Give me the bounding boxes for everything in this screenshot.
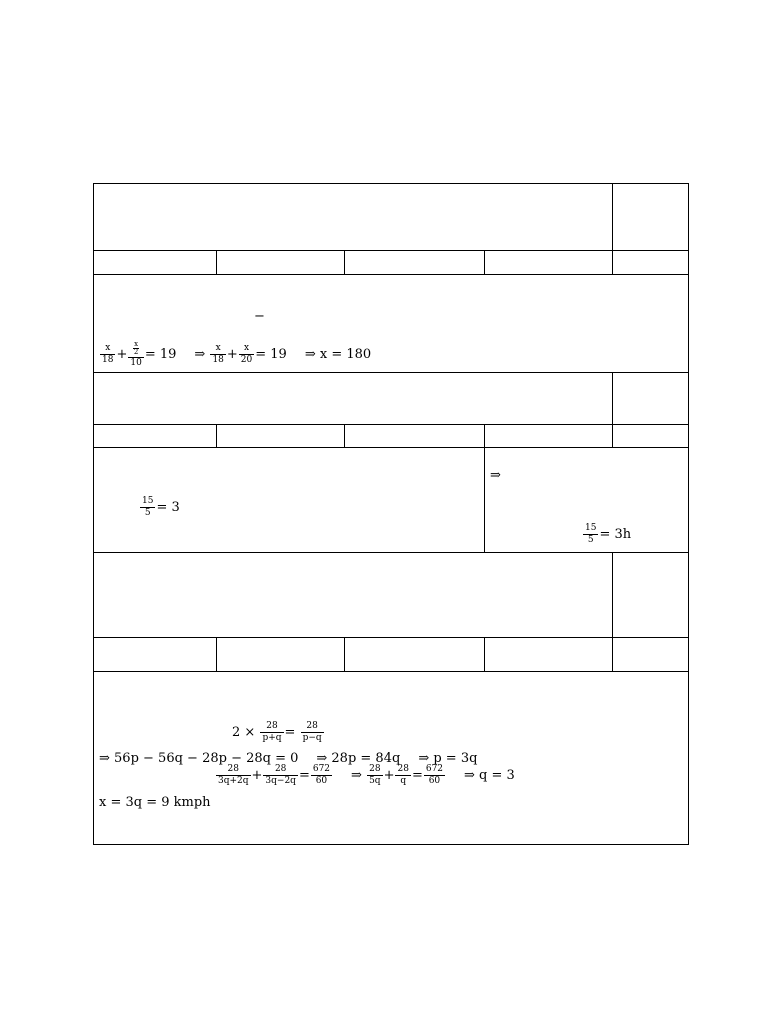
numerator: 28 — [367, 765, 383, 776]
two-times: 2 × — [232, 725, 256, 740]
numerator: 672 — [425, 764, 444, 774]
equals: = — [411, 768, 423, 783]
denominator: 20 — [240, 355, 253, 365]
plus-sign: + — [226, 347, 238, 362]
numerator: 28 — [397, 764, 409, 774]
col-divider — [612, 552, 613, 637]
equals: = — [284, 725, 296, 740]
fraction — [128, 341, 143, 368]
denominator: 2 — [133, 348, 139, 356]
col-divider — [612, 424, 613, 447]
fraction — [301, 722, 324, 743]
numerator: 28 — [260, 722, 283, 733]
equals: = — [298, 768, 310, 783]
q-result: ⇒ q = 3 — [464, 768, 515, 783]
col-divider — [484, 250, 485, 274]
col-divider — [484, 424, 485, 447]
equals-3h: = 3h — [599, 527, 632, 542]
denominator: 18 — [212, 355, 224, 365]
numerator: 15 — [142, 496, 154, 506]
col-divider — [344, 424, 345, 447]
fraction — [263, 765, 298, 786]
numerator: 15 — [585, 523, 597, 533]
fraction — [210, 344, 225, 365]
row-divider — [93, 372, 689, 373]
fraction — [100, 344, 115, 365]
col-divider — [612, 637, 613, 671]
numerator: 28 — [301, 722, 324, 733]
expansion: ⇒ 56p − 56q − 28p − 28q = 0 — [99, 751, 299, 766]
plus-sign: + — [116, 347, 128, 362]
row-divider — [93, 424, 689, 425]
fraction — [140, 497, 155, 518]
implies-arrow: ⇒ — [351, 768, 362, 783]
fraction — [216, 765, 251, 786]
table-border — [93, 183, 689, 845]
numerator: x — [100, 344, 115, 355]
numerator: 28 — [216, 765, 251, 776]
row-divider — [93, 274, 689, 275]
plus-sign: + — [251, 768, 263, 783]
solution-table — [93, 183, 689, 845]
denominator: 3q−2q — [265, 776, 296, 786]
numerator: 28 — [263, 765, 298, 776]
col-divider — [612, 183, 613, 250]
denominator: p−q — [302, 733, 322, 743]
p-result: ⇒ p = 3q — [418, 751, 478, 766]
simplify: ⇒ 28p = 84q — [316, 751, 401, 766]
q1-result: ⇒ x = 180 — [304, 347, 372, 362]
fraction — [583, 524, 598, 545]
q3-line4: x = 3q = 9 kmph — [99, 795, 211, 810]
numerator: x — [210, 344, 225, 355]
q3-line2 — [99, 752, 477, 765]
q2-left-eq — [139, 497, 180, 518]
q2-arrow: ⇒ — [490, 468, 501, 483]
col-divider — [484, 447, 485, 552]
fraction — [311, 765, 332, 786]
equals-19: = 19 — [255, 347, 287, 362]
numerator: x — [134, 340, 139, 348]
denominator: 5 — [587, 535, 594, 545]
col-divider — [344, 637, 345, 671]
fraction — [260, 722, 283, 743]
fraction — [367, 765, 383, 786]
numerator: x — [239, 344, 254, 355]
q1-dash: − — [254, 309, 265, 324]
fraction — [395, 765, 410, 786]
denominator: 5 — [144, 508, 151, 518]
col-divider — [612, 250, 613, 274]
col-divider — [216, 424, 217, 447]
denominator: 10 — [130, 358, 142, 368]
row-divider — [93, 671, 689, 672]
q3-line1 — [232, 722, 325, 743]
row-divider — [93, 552, 689, 553]
denominator: 60 — [428, 776, 441, 786]
fraction — [239, 344, 254, 365]
col-divider — [344, 250, 345, 274]
denominator: 3q+2q — [218, 776, 249, 786]
equals-3: = 3 — [156, 500, 180, 515]
col-divider — [216, 637, 217, 671]
q1-equation — [99, 341, 371, 368]
denominator: 60 — [315, 776, 328, 786]
col-divider — [484, 637, 485, 671]
fraction — [424, 765, 445, 786]
denominator: q — [400, 776, 407, 786]
q2-right-eq — [582, 524, 631, 545]
row-divider — [93, 447, 689, 448]
row-divider — [93, 637, 689, 638]
col-divider — [612, 372, 613, 424]
denominator: 5q — [369, 776, 381, 786]
numerator: 672 — [312, 764, 331, 774]
row-divider — [93, 250, 689, 251]
col-divider — [216, 250, 217, 274]
plus-sign: + — [383, 768, 395, 783]
denominator: p+q — [262, 733, 282, 743]
q3-line3 — [215, 765, 515, 786]
implies-arrow: ⇒ — [194, 347, 206, 362]
denominator: 18 — [102, 355, 114, 365]
inner-fraction — [133, 341, 139, 356]
equals-19: = 19 — [144, 347, 177, 362]
